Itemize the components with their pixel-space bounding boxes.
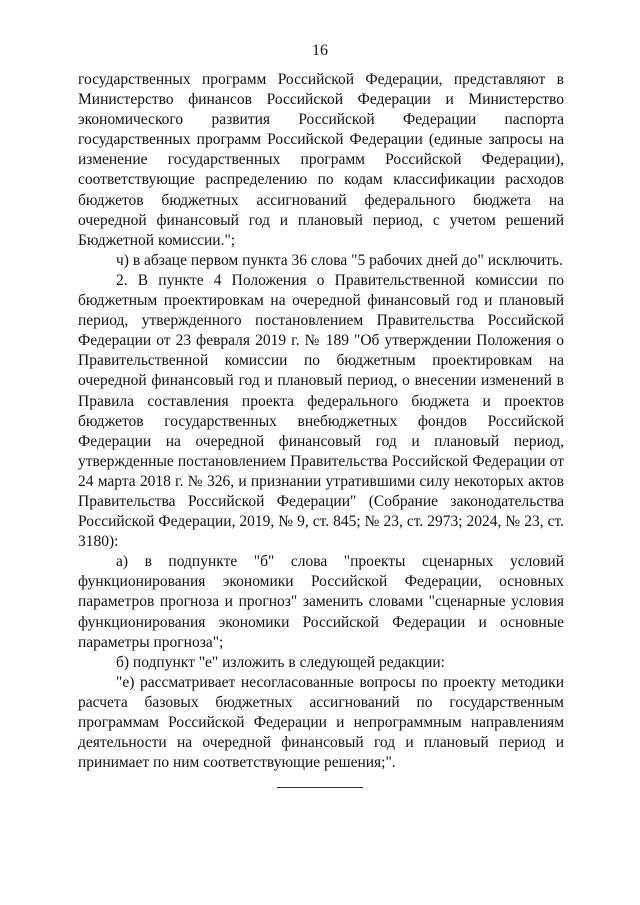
paragraph-continuation: государственных программ Российской Федерации, представляют в Министерство финансов Российской Федерации и Министерство экономического развития Российской Федерации паспорта государственных программ Российской Федерации (единые запросы на изменение государственных программ Российской Федерации), соответствующие распределению по кодам классификации расходов бюджетов бюджетных ассигнований федерального бюджета на очередной финансовый год и плановый период, с учетом решений Бюджетной комиссии."; <box>78 71 564 249</box>
paragraph-section-2: 2. В пункте 4 Положения о Правительственной комиссии по бюджетным проектировкам на очередной финансовый год и плановый период, утвержденного постановлением Правительства Российской Федерации от 23 февраля 2019 г. № 189 "Об утверждении Положения о Правительственной комиссии по бюджетным проектировкам на очередной финансовый год и плановый период, о внесении изменений в Правила составления проекта федерального бюджета и проектов бюджетов государственных внебюджетных фондов Российской Федерации на очередной финансовый год и плановый период, утвержденные постановлением Правительства Российской Федерации от 24 марта 2018 г. № 326, и признании утратившими силу некоторых актов Правительства Российской Федерации" (Собрание законодательства Российской Федерации, 2019, № 9, ст. 845; № 23, ст. 2973; 2024, № 23, ст. 3180): <box>78 271 564 551</box>
paragraph-subitem-b: б) подпункт "е" изложить в следующей редакции: <box>116 653 445 671</box>
document-body <box>78 70 564 773</box>
paragraph-subitem-a: а) в подпункте "б" слова "проекты сценарных условий функционирования экономики Российской Федерации, основных параметров прогноза и прогноз" заменить словами "сценарные условия функционирования экономики Российской Федерации и основные параметры прогноза"; <box>78 553 564 651</box>
page-number: 16 <box>312 42 328 59</box>
paragraph-quoted-e: "е) рассматривает несогласованные вопросы по проекту методики расчета базовых бюджетных ассигнований по государственным программам Российской Федерации и непрограммным направлениям деятельности на очередной финансовый год и плановый период и принимает по ним соответствующие решения;". <box>78 673 564 772</box>
paragraph-item-ch: ч) в абзаце первом пункта 36 слова "5 рабочих дней до" исключить. <box>116 251 563 269</box>
footer-divider <box>277 787 363 788</box>
